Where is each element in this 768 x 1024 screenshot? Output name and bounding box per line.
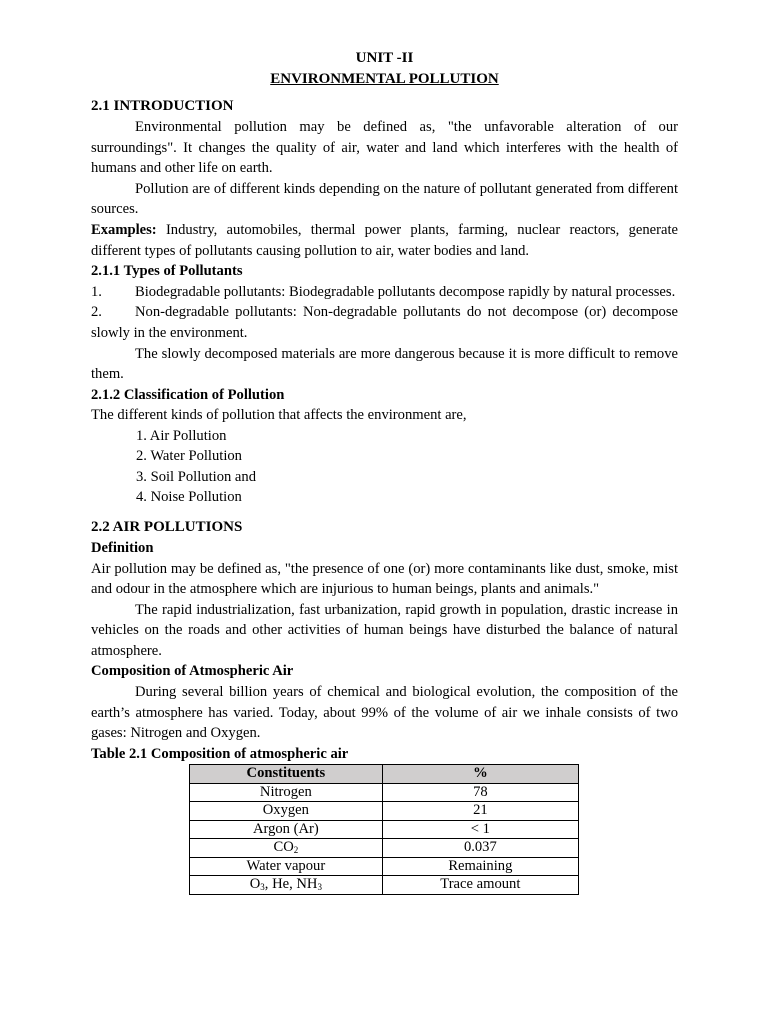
- table-row: [190, 783, 579, 802]
- types-item-1: [91, 282, 678, 303]
- table-row: [190, 820, 579, 839]
- table-cell-constituent: [190, 839, 383, 858]
- types-note: The slowly decomposed materials are more dangerous because it is more difficult to remove them.: [91, 345, 678, 383]
- intro-heading: 2.1 INTRODUCTION: [91, 98, 234, 114]
- types-heading: 2.1.1 Types of Pollutants: [91, 263, 243, 280]
- table-row: [190, 876, 579, 895]
- list-item: 1. Air Pollution: [136, 427, 227, 444]
- classification-intro: The different kinds of pollution that affects the environment are,: [91, 407, 467, 424]
- types-item-2: [91, 302, 678, 343]
- classification-list: [91, 426, 678, 508]
- ammonia-subscript: 3: [317, 882, 322, 893]
- types-item-1-text: Biodegradable pollutants: Biodegradable pollutants decompose rapidly by natural processes.: [135, 283, 676, 300]
- table-row: [190, 857, 579, 876]
- table-row: [190, 802, 579, 821]
- table-cell-constituent: Oxygen: [190, 802, 383, 821]
- he-nh-text: , He, NH: [264, 876, 318, 893]
- chapter-title: ENVIRONMENTAL POLLUTION: [270, 71, 499, 87]
- list-item: 4. Noise Pollution: [136, 489, 242, 506]
- ozone-main: O: [249, 876, 261, 893]
- composition-heading: Composition of Atmospheric Air: [91, 663, 294, 680]
- table-header-row: [190, 765, 579, 784]
- column-header-percent: %: [382, 765, 578, 784]
- air-pollution-heading: 2.2 AIR POLLUTIONS: [91, 518, 243, 535]
- air-paragraph-2: The rapid industrialization, fast urbanization, rapid growth in population, drastic increase in vehicles on the roads and other activities of human beings have disturbed the balance of natural atmosphere.: [91, 601, 678, 659]
- examples-label: Examples:: [91, 221, 157, 238]
- table-cell-constituent: Water vapour: [190, 857, 383, 876]
- examples-paragraph: [91, 220, 678, 261]
- types-item-1-number: 1.: [91, 283, 102, 300]
- co2-subscript: 2: [293, 845, 299, 856]
- list-item: 3. Soil Pollution and: [136, 468, 257, 485]
- column-header-constituents: Constituents: [190, 765, 383, 784]
- table-cell-value: Trace amount: [382, 876, 578, 895]
- table-cell-constituent: Argon (Ar): [190, 820, 383, 839]
- examples-text: Industry, automobiles, thermal power plants, farming, nuclear reactors, generate different types of pollutants causing pollution to air, water bodies and land.: [91, 221, 678, 259]
- document-page: [91, 48, 678, 895]
- intro-paragraph-2: Pollution are of different kinds depending on the nature of pollutant generated from different sources.: [91, 180, 678, 218]
- co2-main: CO: [273, 839, 294, 856]
- table-caption: Table 2.1 Composition of atmospheric air: [91, 745, 349, 762]
- classification-heading: 2.1.2 Classification of Pollution: [91, 386, 285, 403]
- intro-paragraph-1: Environmental pollution may be defined as, "the unfavorable alteration of our surroundings". It changes the quality of air, water and land which interferes with the health of humans and other life on earth.: [91, 119, 678, 177]
- table-cell-value: 21: [382, 802, 578, 821]
- unit-title: UNIT -II: [355, 50, 414, 66]
- table-row: [190, 839, 579, 858]
- definition-heading: Definition: [91, 539, 154, 556]
- list-item: 2. Water Pollution: [136, 448, 242, 465]
- table-cell-value: Remaining: [382, 857, 578, 876]
- table-cell-constituent: [190, 876, 383, 895]
- types-item-2-text: Non-degradable pollutants: Non-degradable pollutants do not decompose (or) decompose slowly in the environment.: [91, 304, 678, 341]
- table-cell-value: < 1: [382, 820, 578, 839]
- composition-table: [189, 764, 579, 895]
- types-item-2-number: 2.: [91, 304, 102, 321]
- ozone-subscript: 3: [260, 882, 265, 893]
- table-cell-constituent: Nitrogen: [190, 783, 383, 802]
- definition-paragraph: Air pollution may be defined as, "the presence of one (or) more contaminants like dust, smoke, mist and odour in the atmosphere which are injurious to human beings, plants and animals.": [91, 560, 678, 598]
- table-cell-value: 0.037: [382, 839, 578, 858]
- composition-paragraph: During several billion years of chemical and biological evolution, the composition of the earth’s atmosphere has varied. Today, about 99% of the volume of air we inhale consists of two gases: Nitrogen and Oxygen.: [91, 684, 678, 742]
- table-cell-value: 78: [382, 783, 578, 802]
